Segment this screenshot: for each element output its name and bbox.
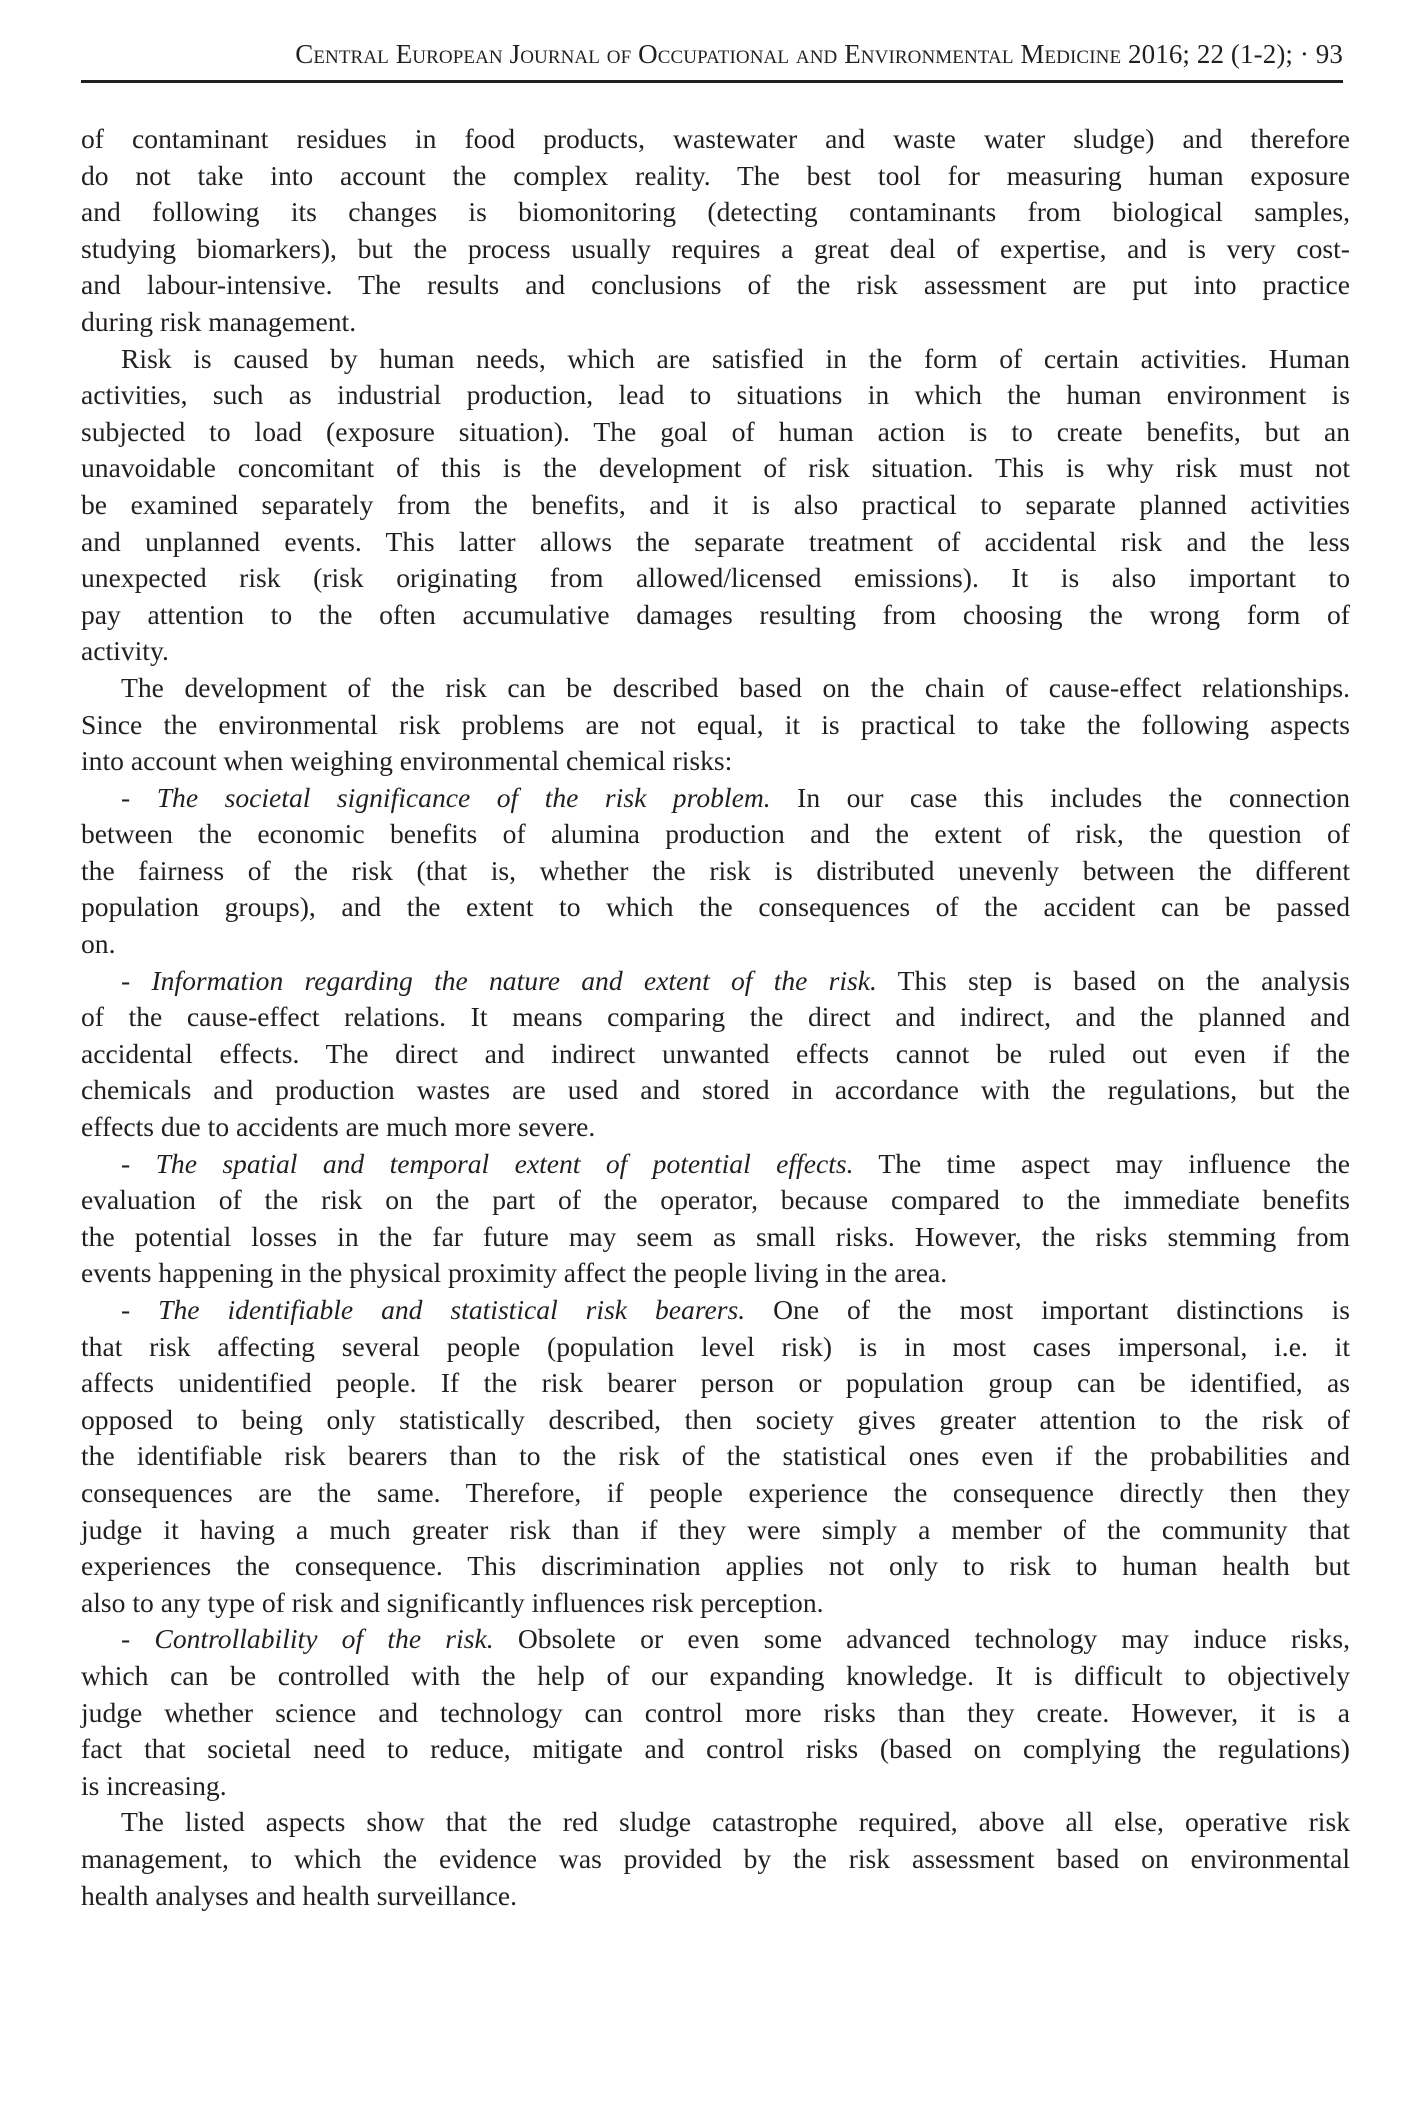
text-line — [81, 1402, 1350, 1439]
line-text: Since the environmental risk problems are not equal, it is practical to take the following aspects — [81, 708, 1350, 740]
line-text: between the economic benefits of alumina production and the extent of risk, the question of — [81, 818, 1350, 850]
text-line — [81, 816, 1350, 853]
text-line — [81, 889, 1350, 926]
line-text: health analyses and health surveillance. — [81, 1879, 517, 1911]
line-text: This step is based on the analysis — [876, 964, 1351, 996]
text-line — [81, 1621, 1350, 1658]
line-text: and labour-intensive. The results and conclusions of the risk assessment are put into practice — [81, 269, 1350, 301]
text-line — [81, 670, 1350, 707]
line-text: activity. — [81, 635, 169, 667]
text-line — [81, 560, 1350, 597]
aspect-heading: Information regarding the nature and extent of the risk. — [151, 964, 877, 996]
article-body — [81, 121, 1350, 1914]
text-line — [81, 1475, 1350, 1512]
line-text: management, to which the evidence was provided by the risk assessment based on environmental — [81, 1842, 1350, 1874]
running-header — [81, 36, 1343, 76]
line-text: accidental effects. The direct and indirect unwanted effects cannot be ruled out even if the — [81, 1037, 1350, 1069]
line-text: of the cause-effect relations. It means comparing the direct and indirect, and the planned and — [81, 1001, 1350, 1033]
text-line — [81, 121, 1350, 158]
list-dash: - — [121, 1147, 156, 1179]
line-text: affects unidentified people. If the risk bearer person or population group can be identified, as — [81, 1367, 1350, 1399]
line-text: the fairness of the risk (that is, whether the risk is distributed unevenly between the different — [81, 854, 1350, 886]
text-line — [81, 780, 1350, 817]
line-text: The development of the risk can be described based on the chain of cause-effect relationships. — [121, 671, 1350, 703]
list-dash: - — [121, 964, 152, 996]
text-line — [81, 1585, 1350, 1622]
aspect-heading: The identifiable and statistical risk bearers. — [158, 1294, 746, 1325]
text-line — [81, 1146, 1350, 1183]
line-text: unexpected risk (risk originating from allowed/licensed emissions). It is also important to — [81, 562, 1350, 594]
line-text: In our case this includes the connection — [770, 781, 1350, 813]
header-rule — [81, 80, 1343, 83]
journal-title: Central European Journal of Occupational and Environmental Medicine — [295, 39, 1122, 69]
text-line — [81, 377, 1350, 414]
text-line — [81, 963, 1350, 1000]
text-line — [81, 341, 1350, 378]
line-text: chemicals and production wastes are used and stored in accordance with the regulations, but the — [81, 1074, 1350, 1106]
text-line — [81, 487, 1350, 524]
line-text: Obsolete or even some advanced technology may induce risks, — [493, 1623, 1350, 1655]
text-line — [81, 1292, 1350, 1329]
line-text: that risk affecting several people (population level risk) is in most cases impersonal, i.e. it — [81, 1330, 1350, 1362]
text-line — [81, 597, 1350, 634]
line-text: The listed aspects show that the red sludge catastrophe required, above all else, operative risk — [121, 1806, 1350, 1838]
line-text: population groups), and the extent to which the consequences of the accident can be passed — [81, 891, 1350, 923]
line-text: unavoidable concomitant of this is the development of risk situation. This is why risk must not — [81, 452, 1350, 484]
line-text: events happening in the physical proximity affect the people living in the area. — [81, 1257, 948, 1289]
line-text: judge whether science and technology can control more risks than they create. However, it is a — [81, 1696, 1350, 1728]
text-line — [81, 1841, 1350, 1878]
text-line — [81, 1768, 1350, 1805]
line-text: effects due to accidents are much more severe. — [81, 1111, 596, 1143]
text-line — [81, 450, 1350, 487]
text-line — [81, 1548, 1350, 1585]
text-line — [81, 1219, 1350, 1256]
list-dash: - — [121, 781, 157, 813]
line-text: evaluation of the risk on the part of the operator, because compared to the immediate benefits — [81, 1184, 1350, 1216]
list-dash: - — [121, 1623, 155, 1655]
text-line — [81, 1438, 1350, 1475]
line-text: fact that societal need to reduce, mitigate and control risks (based on complying the regulations) — [81, 1733, 1350, 1765]
text-line — [81, 1329, 1350, 1366]
text-line — [81, 743, 1350, 780]
aspect-heading: The spatial and temporal extent of potential effects. — [155, 1147, 854, 1179]
text-line — [81, 1878, 1350, 1915]
line-text: opposed to being only statistically described, then society gives greater attention to the risk of — [81, 1403, 1350, 1435]
text-line — [81, 524, 1350, 561]
line-text: activities, such as industrial production, lead to situations in which the human environment is — [81, 379, 1350, 411]
line-text: during risk management. — [81, 305, 357, 337]
line-text: and following its changes is biomonitoring (detecting contaminants from biological samples, — [81, 196, 1350, 228]
text-line — [81, 1365, 1350, 1402]
line-text: be examined separately from the benefits, and it is also practical to separate planned activities — [81, 488, 1350, 520]
aspect-heading: The societal significance of the risk problem. — [156, 781, 771, 813]
list-dash: - — [121, 1294, 159, 1325]
line-text: and unplanned events. This latter allows the separate treatment of accidental risk and the less — [81, 525, 1350, 557]
line-text: consequences are the same. Therefore, if people experience the consequence directly then they — [81, 1476, 1350, 1508]
text-line — [81, 1036, 1350, 1073]
line-text: judge it having a much greater risk than if they were simply a member of the community that — [81, 1513, 1350, 1545]
text-line — [81, 1109, 1350, 1146]
text-line — [81, 1695, 1350, 1732]
line-text: is increasing. — [81, 1769, 227, 1801]
line-text: the identifiable risk bearers than to the risk of the statistical ones even if the probabilities and — [81, 1440, 1350, 1472]
text-line — [81, 707, 1350, 744]
text-line — [81, 304, 1350, 341]
line-text: also to any type of risk and significantly influences risk perception. — [81, 1586, 824, 1618]
text-line — [81, 999, 1350, 1036]
text-line — [81, 853, 1350, 890]
line-text: pay attention to the often accumulative damages resulting from choosing the wrong form of — [81, 598, 1350, 630]
line-text: One of the most important distinctions is — [745, 1294, 1351, 1325]
text-line — [81, 1072, 1350, 1109]
line-text: do not take into account the complex reality. The best tool for measuring human exposure — [81, 159, 1350, 191]
issue-citation: 2016; 22 (1-2); · 93 — [1128, 39, 1343, 69]
line-text: Risk is caused by human needs, which are satisfied in the form of certain activities. Human — [121, 342, 1350, 374]
text-line — [81, 231, 1350, 268]
line-text: of contaminant residues in food products, wastewater and waste water sludge) and therefore — [81, 123, 1350, 154]
text-line — [81, 194, 1350, 231]
line-text: The time aspect may influence the — [853, 1147, 1350, 1179]
line-text: on. — [81, 928, 116, 960]
text-line — [81, 926, 1350, 963]
line-text: the potential losses in the far future may seem as small risks. However, the risks stemming from — [81, 1220, 1350, 1252]
aspect-heading: Controllability of the risk. — [154, 1623, 494, 1655]
text-line — [81, 1182, 1350, 1219]
line-text: studying biomarkers), but the process usually requires a great deal of expertise, and is very cost- — [81, 232, 1350, 264]
line-text: which can be controlled with the help of our expanding knowledge. It is difficult to objectively — [81, 1659, 1350, 1691]
text-line — [81, 414, 1350, 451]
text-line — [81, 1512, 1350, 1549]
line-text: subjected to load (exposure situation). The goal of human action is to create benefits, but an — [81, 415, 1350, 447]
line-text: into account when weighing environmental chemical risks: — [81, 745, 733, 777]
text-line — [81, 1731, 1350, 1768]
text-line — [81, 1804, 1350, 1841]
line-text: experiences the consequence. This discrimination applies not only to risk to human health but — [81, 1550, 1350, 1582]
text-line — [81, 158, 1350, 195]
text-line — [81, 1658, 1350, 1695]
text-line — [81, 267, 1350, 304]
text-line — [81, 1255, 1350, 1292]
text-line — [81, 633, 1350, 670]
